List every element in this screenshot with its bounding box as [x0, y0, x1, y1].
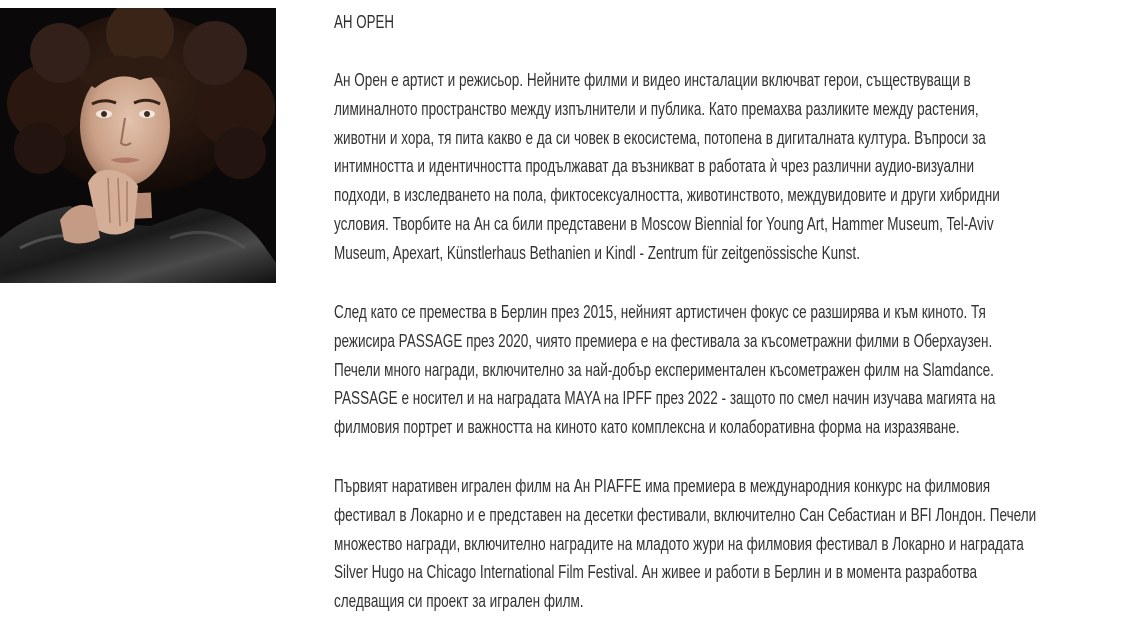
bio-line: подходи, в изследването на пола, фиктосексуалността, животинството, междувидовите и други хибридни	[334, 185, 1000, 206]
bio-line: Ан Орен е артист и режисьор. Нейните филми и видео инсталации включват герои, съществуващи в	[334, 70, 971, 90]
bio-line: PASSAGE е носител и на наградата MAYA на IPFF през 2022 - защото по смел начин изучава магията на	[334, 388, 996, 409]
bio-paragraph-2	[334, 298, 1140, 442]
bio-line: Museum, Apexart, Künstlerhaus Bethanien и Kindl - Zentrum für zeitgenössische Kunst.	[334, 242, 860, 263]
bio-line: Печели много награди, включително за най-добър експериментален късометражен филм на Slamdance.	[334, 359, 994, 380]
bio-line: Silver Hugo на Chicago International Film Festival. Ан живее и работи в Берлин и в момента разработва	[334, 562, 978, 583]
bio-line: условия. Творбите на Ан са били представени в Moscow Biennial for Young Art, Hammer Museum, Tel-Aviv	[334, 213, 994, 234]
portrait-photo	[0, 8, 276, 283]
bio-line: режисира PASSAGE през 2020, чиято премиера е на фестивала за късометражни филми в Оберхаузен.	[334, 330, 993, 351]
bio-line: Първият наративен игрален филм на Ан PIAFFE има премиера в международния конкурс на филмовия	[334, 476, 991, 496]
bio-line: фестивал в Локарно и е представен на десетки фестивали, включително Сан Себастиан и BFI Лондон. Печели	[334, 504, 1037, 525]
bio-line: интимността и идентичността продължават да възникват в работата ѝ чрез различни аудио-визуални	[334, 156, 975, 177]
bio-line: животни и хора, тя пита какво е да си човек в екосистема, потопена в дигиталната култура. Въпроси за	[334, 127, 986, 148]
artist-portrait	[0, 8, 276, 283]
bio-line: следващия си проект за игрален филм.	[334, 591, 584, 612]
bio-line: множество награди, включително наградите на младото жури на филмовия фестивал в Локарно и наградата	[334, 533, 1024, 554]
artist-bio	[334, 8, 1134, 612]
bio-line: лиминалното пространство между изпълнители и публика. Като премахва разликите между растения,	[334, 98, 979, 119]
bio-line: След като се премества в Берлин през 2015, нейният артистичен фокус се разширява и към киното. Тя	[334, 302, 986, 322]
bio-paragraph-1	[334, 66, 1140, 268]
artist-name: АН ОРЕН	[334, 12, 394, 32]
bio-paragraph-3	[334, 472, 1140, 616]
bio-line: филмовия портрет и важността на киното като комплексна и колаборативна форма на изразяване.	[334, 417, 960, 438]
